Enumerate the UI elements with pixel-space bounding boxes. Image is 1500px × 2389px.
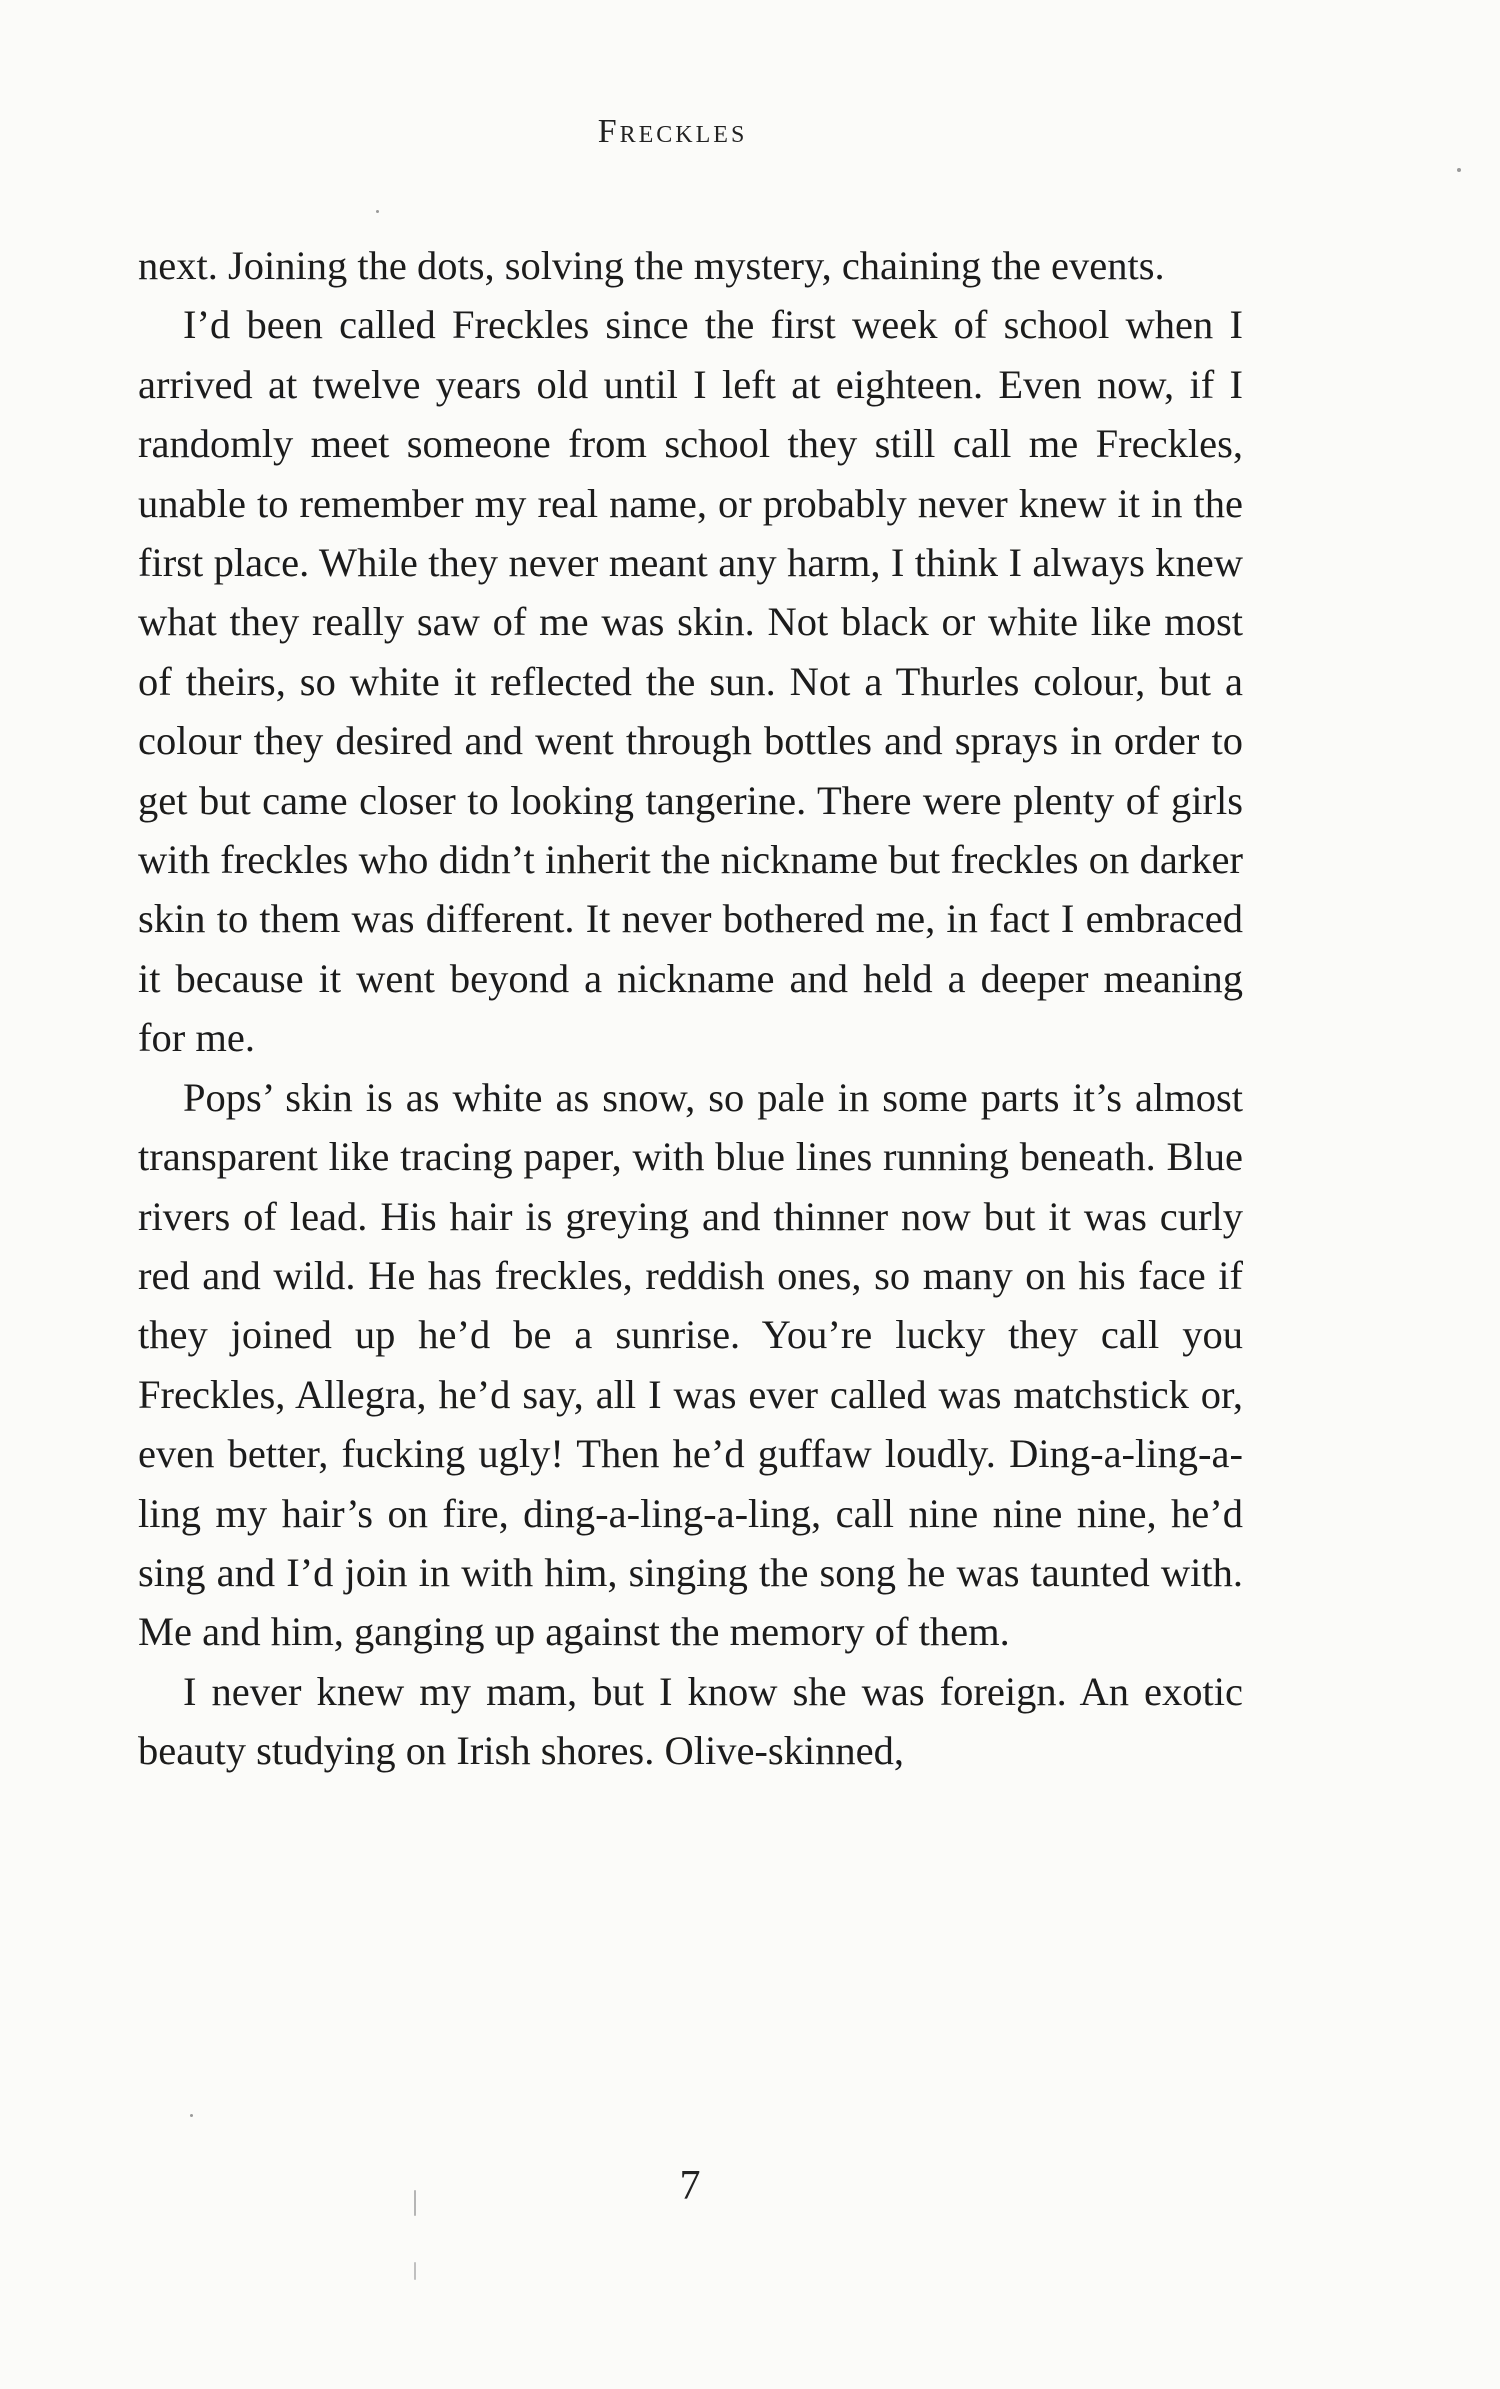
scan-speck bbox=[1457, 168, 1461, 172]
scan-speck bbox=[376, 210, 379, 213]
paragraph-continued: next. Joining the dots, solving the mystery, chaining the events. bbox=[138, 243, 1165, 288]
scan-speck bbox=[190, 2114, 193, 2117]
paragraph-freckles-nickname: I’d been called Freckles since the first week of school when I arrived at twelve years old until I left at eighteen. Even now, if I randomly meet someone from school they still call me Freckles, unable to remember my real name, or probably never knew it in the first place. While they never meant any harm, I think I always knew what they really saw of me was skin. Not black or white like most of theirs, so white it reflected the sun. Not a Thurles colour, but a colour they desired and went through bottles and sprays in order to get but came closer to looking tangerine. There were plenty of girls with freckles who didn’t inherit the nickname but freckles on darker skin to them was different. It never bothered me, in fact I embraced it because it went beyond a nickname and held a deeper meaning for me. bbox=[138, 302, 1243, 1061]
scan-speck bbox=[414, 2190, 416, 2216]
paragraph-mam: I never knew my mam, but I know she was foreign. An exotic beauty studying on Irish shores. Olive-skinned, bbox=[138, 1668, 1243, 1774]
body-text bbox=[138, 236, 1243, 1781]
running-head-title: Freckles bbox=[597, 113, 748, 150]
page-number: 7 bbox=[679, 2163, 701, 2209]
scan-speck bbox=[414, 2262, 416, 2280]
paragraph-pops-skin: Pops’ skin is as white as snow, so pale in some parts it’s almost transparent like tracing paper, with blue lines running beneath. Blue rivers of lead. His hair is greying and thinner now but it was curly red and wild. He has freckles, reddish ones, so many on his face if they joined up he’d be a sunrise. You’re lucky they call you Freckles, Allegra, he’d say, all I was ever called was matchstick or, even better, fucking ugly! Then he’d guffaw loudly. Ding-a-ling-a-ling my hair’s on fire, ding-a-ling-a-ling, call nine nine nine, he’d sing and I’d join in with him, singing the song he was taunted with. Me and him, ganging up against the memory of them. bbox=[138, 1074, 1243, 1655]
